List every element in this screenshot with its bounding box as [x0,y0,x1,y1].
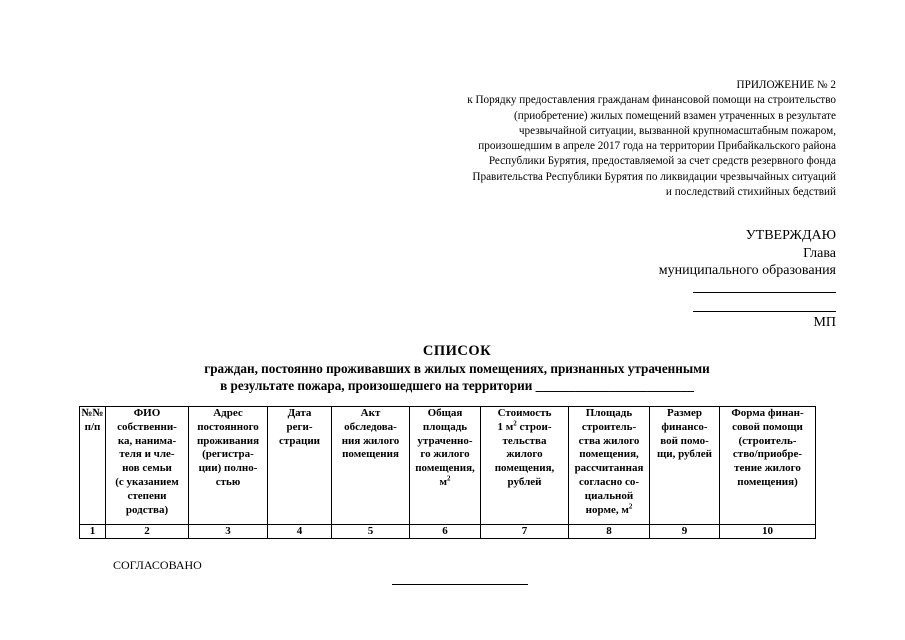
appendix-line: и последствий стихийных бедствий [665,186,836,199]
header-line: помещения, [494,462,555,475]
header-line: ФИО [133,407,161,419]
header-line: реги- [286,420,313,433]
column-number: 6 [410,525,481,539]
column-header-1 [80,407,106,525]
name-line [693,311,836,312]
header-line: утраченно- [417,434,473,447]
header-line: ции) полно- [198,462,258,475]
column-number: 9 [650,525,720,539]
header-line: норме, $м^2$ [585,501,633,516]
header-line: Акт [360,407,381,419]
header-line: стью [215,475,241,488]
header-line: постоянного [197,420,259,433]
approval-block [600,227,836,280]
appendix-line: Республики Бурятия, предоставляемой за счет средств резервного фонда [488,155,836,168]
column-header-6 [410,407,481,525]
header-line: совой помощи [732,420,803,433]
header-line: теля и чле- [119,448,175,461]
column-header-8 [569,407,650,525]
agreement-signature-line [392,584,528,585]
appendix-line: Правительства Республики Бурятия по ликвидации чрезвычайных ситуаций [472,170,836,183]
column-header-4 [268,407,332,525]
signature-line [693,292,836,293]
title-main: СПИСОК [422,343,492,359]
header-line: ство/приобре- [732,448,803,461]
header-line: площадь [422,420,468,433]
appendix-line: произошедшим в апреле 2017 года на территории Прибайкальского района [478,140,836,153]
header-line: рассчитанная [574,462,644,475]
approval-heading: УТВЕРЖДАЮ [745,228,836,243]
header-line: помещения) [737,475,798,488]
header-line: согласно со- [578,475,639,488]
header-line: (регистра- [202,448,254,461]
header-line: помещения [342,448,399,461]
header-line: проживания [196,434,260,447]
column-header-5 [332,407,410,525]
table-header-row [80,407,816,525]
superscript: 2 [628,501,633,510]
header-line: ства жилого [578,434,640,447]
column-number: 8 [569,525,650,539]
agreement-label: СОГЛАСОВАНО [113,558,202,572]
header-line: тельства [502,434,547,447]
header-line: Форма финан- [731,407,804,419]
column-number: 10 [720,525,816,539]
header-line: помещения, [415,462,475,475]
header-line: собственни- [117,420,177,433]
column-number: 7 [481,525,569,539]
header-line: Размер [667,407,702,419]
header-line: Общая [427,407,463,419]
header-line: тение жилого [734,462,801,475]
header-line: Дата [287,407,312,419]
approval-position: Глава [803,245,836,261]
column-header-7 [481,407,569,525]
approval-organization: муниципального образования [658,263,836,278]
header-line: ния жилого [341,434,400,447]
stamp-place: МП [813,315,836,330]
header-line: п/п [84,420,101,433]
header-line: вой помо- [660,434,709,447]
header-line: №№ [81,407,104,419]
header-line: рублей [507,475,542,488]
column-header-10 [720,407,816,525]
header-line: циальной [584,489,634,502]
column-number: 1 [80,525,106,539]
header-line: щи, рублей [656,448,713,461]
column-number-row [80,525,816,539]
title-subtitle-1: граждан, постоянно проживавших в жилых помещениях, признанных утраченными [204,361,710,376]
header-line: 1 $м^2$ строи- [497,419,552,433]
header-line: финансо- [661,420,708,433]
header-line: Площадь [585,407,633,419]
appendix-line: (приобретение) жилых помещений взамен утраченных в результате [514,109,836,122]
header-line: помещения, [579,448,639,461]
header-line: ка, нанима- [117,434,177,447]
appendix-note [330,78,836,200]
header-line: $м^2$ [439,474,451,488]
appendix-line: ПРИЛОЖЕНИЕ № 2 [736,79,836,91]
appendix-line: чрезвычайной ситуации, вызванной крупномасштабным пожаром, [518,124,836,137]
column-number: 5 [332,525,410,539]
header-line: нов семьи [122,462,172,475]
header-line: обследова- [344,420,397,433]
header-line: степени [127,489,167,502]
column-number: 3 [189,525,268,539]
header-line: Стоимость [497,407,552,419]
header-line: страции [278,434,321,447]
header-line: родства) [125,503,169,516]
column-number: 2 [106,525,189,539]
column-header-9 [650,407,720,525]
header-line: Адрес [213,407,243,419]
column-header-3 [189,407,268,525]
title-subtitle-2: в результате пожара, произошедшего на территории ________________________ [220,378,694,393]
header-line: (строитель- [738,434,797,447]
column-header-2 [106,407,189,525]
header-line: го жилого [420,448,470,461]
citizens-table [79,406,816,539]
superscript: 2 [447,474,451,483]
appendix-line: к Порядку предоставления гражданам финансовой помощи на строительство [467,94,836,107]
header-line: (с указанием [115,475,179,488]
document-title [80,342,834,394]
header-line: строитель- [581,420,637,433]
superscript: 2 [513,419,517,428]
column-number: 4 [268,525,332,539]
header-line: жилого [506,448,543,461]
